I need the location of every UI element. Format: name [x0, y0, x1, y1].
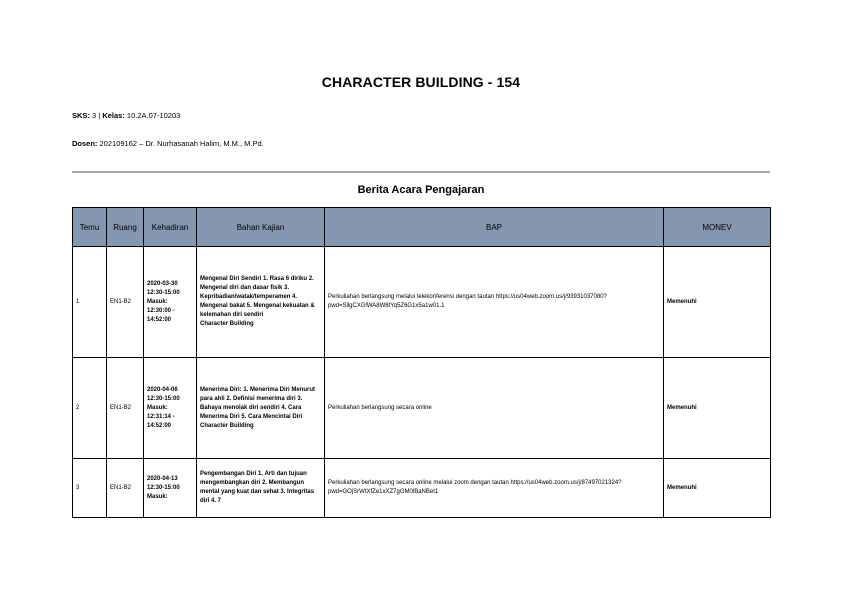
kelas-value: 10.2A.07-10203: [126, 111, 181, 120]
table-header-row: [73, 208, 771, 247]
header-bahan-kajian: Bahan Kajian: [197, 208, 325, 247]
kelas-label: Kelas: [102, 111, 123, 120]
cell-monev: Memenuhi: [664, 459, 771, 518]
sks-value: 3: [92, 111, 97, 120]
cell-kehadiran: 2020-03-30 12:30-15:00 Masuk: 12:30:00 - 14:52:00: [144, 247, 197, 358]
table-row: [73, 358, 771, 459]
cell-bahan-kajian: [197, 247, 325, 358]
dosen-label: Dosen: [72, 139, 95, 148]
bahan-text: Menerima Diri: 1. Menerima Diri Menurut para ahli 2. Definisi menerima diri 3. Bahaya menolak diri sendiri 4. Cara Menerima Diri 5. Cara Mencintai Diri: [200, 386, 316, 420]
dosen-value: 202109162 – Dr. Nurhasanah Halim, M.M., M.Pd.: [99, 139, 264, 148]
header-kehadiran: Kehadiran: [144, 208, 197, 247]
header-ruang: Ruang: [107, 208, 144, 247]
page-title: CHARACTER BUILDING - 154: [321, 74, 521, 90]
bap-table: [72, 207, 771, 518]
cell-bahan-kajian: [197, 459, 325, 518]
cell-temu: 1: [73, 247, 107, 358]
bahan-course: Character Building: [200, 321, 254, 327]
cell-bap: Perkuliahan berlangsung melalui telekonferensi dengan tautan https://us04web.zoom.us/j/93931037080?pwd=SllgCXGlWA8W8tYq5Z6G1x5a1w01.1: [325, 247, 664, 358]
cell-monev: Memenuhi: [664, 247, 771, 358]
cell-monev: Memenuhi: [664, 358, 771, 459]
bahan-text: Pengembangan Diri 1. Arti dan tujuan mengembangkan diri 2. Membangun mental yang kuat dan sehat 3. Integritas diri 4. 7: [200, 471, 315, 504]
header-bap: BAP: [325, 208, 664, 247]
cell-bap: Perkuliahan berlangsung secara online melalui zoom dengan tautan https://us04web.zoom.us/j/87497021324?pwd=GOjSrWtXfZe1xXZ7gGM0lBaNBet1: [325, 459, 664, 518]
header-temu: Temu: [73, 208, 107, 247]
cell-temu: 2: [73, 358, 107, 459]
cell-temu: 3: [73, 459, 107, 518]
cell-kehadiran: 2020-04-13 12:30-15:00 Masuk:: [144, 459, 197, 518]
cell-bap: Perkuliahan berlangsung secara online: [325, 358, 664, 459]
table-row: [73, 459, 771, 518]
sks-kelas-line: SKS: 3 | Kelas: 10.2A.07-10203: [72, 111, 181, 120]
cell-ruang: EN1-B2: [107, 459, 144, 518]
dosen-line: Dosen: 202109162 – Dr. Nurhasanah Halim, M.M., M.Pd.: [72, 139, 264, 148]
cell-ruang: EN1-B2: [107, 358, 144, 459]
cell-kehadiran: 2020-04-06 12:30-15:00 Masuk: 12:31:14 - 14:52:00: [144, 358, 197, 459]
cell-ruang: EN1-B2: [107, 247, 144, 358]
header-monev: MONEV: [664, 208, 771, 247]
cell-bahan-kajian: [197, 358, 325, 459]
divider: [72, 171, 770, 173]
bahan-text: Mengenal Diri Sendiri 1. Rasa 6 diriku 2. Mengenal diri dan dasar fisik 3. Kepribadian/watak/temperamen 4. Mengenal bakat 5. Mengenal kekuatan & kelemahan diri sendiri: [200, 276, 315, 318]
sks-label: SKS: [72, 111, 88, 120]
bahan-course: Character Building: [200, 422, 254, 429]
section-title: Berita Acara Pengajaran: [357, 184, 485, 196]
table-row: [73, 247, 771, 358]
